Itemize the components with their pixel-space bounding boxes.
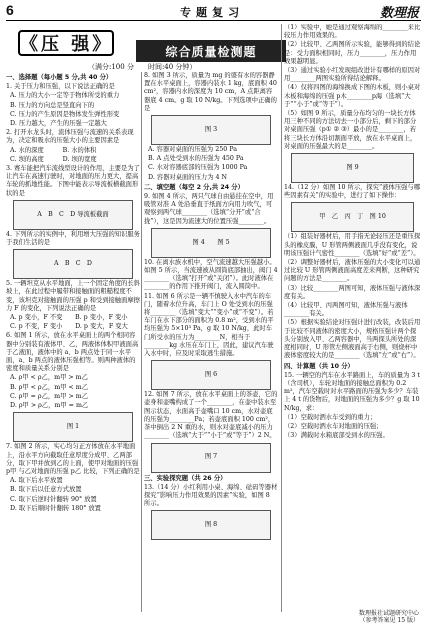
column-divider [141, 72, 142, 612]
footer-note [359, 610, 419, 624]
question-text: （5）根据实验结论对压强计进行改装，改装后用于比较不同液体的密度大小，规格压强计两个探头分别放入甲、乙两容器中，当两探头所处的深度相同时，U 形管左侧液面高于右侧，则烧杯中液体密度较大的是________（选填“左”或“右”）。 [284, 319, 421, 360]
question-text: 1. 关于压力和压强，以下说法正确的是 [6, 83, 115, 91]
section-label: 专 题 复 习 [180, 7, 241, 19]
figure: 图 9 [291, 153, 414, 183]
answer-option: C. 取下后逆时针翻转 90° 放置 [10, 495, 97, 503]
answer-option: A. 取下后水平放置 [10, 477, 63, 485]
question-text: （1）实验中，她是通过观察海绵的________来比较压力作用效果的。 [284, 24, 421, 40]
figure: 图 3 [151, 115, 272, 145]
question-text: 3. 赛车能把汽车流线型设计的作用，主要是为了让汽车在高速行驶时，对地面的压力更大，提高车轮的抓地性能。下图中能表示导流板横截面形状的是 [6, 165, 140, 197]
page-title: 《压 强》 [18, 30, 114, 56]
section-heading: 三、实验探究题（共 26 分） [144, 474, 227, 482]
question-text: （3）通过实验小红发现组改进计有哪样的原因对用________两图实验所得结论解释。 [284, 67, 421, 83]
question-text: （5）如图 9 所示，质量分布均匀的一块长方体用三种不同的方法切去一小部分后，剩下的部分对桌面压强（p① ② ③）最小的是________，若将三块长方体沿切割面平放，放在水平桌面上，对桌面的压强最大的是________。 [284, 110, 417, 150]
answer-option: B. ρ甲 < ρ乙，m甲 < m乙 [10, 383, 89, 391]
figure: 甲 乙 丙 丁 图 10 [291, 202, 414, 232]
section-heading: 一、选择题（每小题 5 分,共 40 分） [6, 74, 113, 81]
question-text: 15. 一辆空的汽车在水平路面上，车的质量为 3 t（含司机），车轮对地面的接触总面积为 0.2 m²，汽车空载时对水平路面的压强为多少？车装上 4 t 的货物后，对地面的压强为多少？g 取 10 N/kg，求： [284, 371, 420, 412]
column-right [284, 24, 421, 612]
answer-option: D. ρ甲 > ρ乙，m甲 = m乙 [10, 402, 89, 410]
answer-option: B. 压力的方向总是竖直向下的 [10, 101, 95, 109]
header-divider [6, 20, 421, 21]
answer-option: D. 压力越大，产生的压强一定越大 [10, 120, 107, 128]
answer-option: A. p 变小，F 不变 B. p 变小，F 变小 [10, 314, 128, 322]
footer-line: （参考答案见 15 版） [359, 617, 419, 624]
figure: A B C D 导流板截面 [13, 200, 134, 230]
question-text: （1）组装好器材后，用手指无论轻压还是重压探头的橡皮膜，U 形管两侧液面几乎没有变化，说明该压强计气密性________（选填“好”或“差”）。 [284, 233, 421, 257]
column-divider [281, 24, 282, 612]
question-text: 4. 下列所示的实例中，利用增大压强的知识服务于我们生活的是 [6, 230, 140, 247]
question-text: 14.（12 分）如图 10 所示，探究“液体压强与哪些因素有关”的实验中，进行了如下操作： [284, 184, 421, 200]
brand-logo: 数理报 [379, 6, 419, 21]
figure: 图 4 图 5 [151, 228, 272, 258]
answer-option: A. ρ甲 < ρ乙，m甲 > m乙 [10, 374, 88, 382]
answer-option: A. 压力的大小一定等于物体所受的重力 [10, 92, 120, 100]
page-header [0, 0, 427, 22]
question-text: （2）调整好器材后，液体压强的大小变化可以通过比较 U 形管两侧液面高度差来判断，这种研究问题的方法是________。 [284, 259, 421, 283]
figure: 图 1 [13, 412, 134, 442]
figure: 图 6 [151, 360, 272, 390]
page-number: 6 [6, 2, 14, 18]
answer-option: D. 取下后顺时针翻转 180° 放置 [10, 504, 101, 512]
question-text: 13.（14 分）小红利用小桌、海绵、砝码等器材探究“影响压力作用效果的因素”实验，如图 8 所示。 [144, 483, 278, 508]
question-text: 6. 如图 1 所示，放在水平桌面上的两个相同容器中分别装有液体甲、乙，两液体体积甲液面高于乙液面，液体中的 a、b 两点处于同一水平面，a、b 两点的液体压强相等。则两种液体的密度和质量关系分别是 [6, 332, 139, 373]
question-text: 2. 打开水龙头时，流体压强与流速的关系表现为，决定和吸水的压强大小的主要因素是 [6, 129, 134, 145]
answer-option: C. 压力的产生原因是物体发生弹性形变 [10, 110, 120, 118]
score-time-info: （满分:100 分 时间:40 分钟） [88, 63, 197, 71]
question-text: （4）比较甲、丙两图可知，液体压强与液体________有关。 [284, 302, 408, 318]
answer-option: B. 取下后以任意方式放置 [10, 486, 82, 494]
footer-line: 数理报社试题研究中心 [358, 610, 419, 617]
question-text: （2）比较甲、乙两图所示实验，能够得到的结论是：受力面积相同时，压力________，压力作用效果越明显。 [284, 41, 421, 65]
answer-option: C. p 不变，F 变小 D. p 变大，F 变大 [10, 323, 128, 331]
answer-option: B. A 点处受到水的压强为 450 Pa [148, 155, 244, 163]
figure: 图 7 [151, 443, 272, 473]
column-left [6, 72, 140, 612]
test-banner: 综合质量检测题 [136, 40, 286, 62]
question-text: 8. 如图 3 所示，质量为 mg 的盛有水的容器静置在水平桌面上，容器内装水 1 kg，底面积 40 cm²，容器内水的深度为 10 cm，A 点距离容器底 4 cm。g 取 10 N/kg。下列选项中正确的是 [144, 72, 277, 112]
answer-option: A. 容器对桌面的压强为 250 Pa [148, 146, 237, 154]
question-text: 7. 如图 2 所示，实心均匀正方体放在水平地面上，沿水平方向截取任意厚度分成甲、乙两部分，取下甲并放到乙的上面，使甲对地面的压强 p甲 与乙对地面的压强 p乙 比较，下列正确的是 [6, 443, 140, 475]
question-text: 12. 如图 7 所示，放在水平桌面上的茶壶，它的壶身和壶嘴构成了一个________，在壶中装水至图示状态，水面高于壶嘴口 10 cm，水对壶底的压强为________Pa；若壶底面积 100 cm²，茶中倒出 2 N 重的水，则水对壶底减小的压力________（选填“大于”“小于”或“等于”）2 N。 [144, 391, 278, 440]
section-heading: 四、计算题（共 10 分） [284, 362, 354, 370]
question-text: 11. 如图 6 所示是一辆不慎驶入水中汽车的车门，随着水位升高，车门上 O 处受到水的压强将________（选填“变大”“变小”或“不变”）。若车门在水下部分的面积为 0.8 m²，受到水的平均压强为 5×10³ Pa，g 取 10 N/kg，此时车门所受水的压力为________N，相当于________kg 水压在车门上，因此，建议汽车驶入水中时，应及时采取逃生措施。 [144, 292, 274, 358]
question-text: （4）仅将四图的海绵换成下图的木板，则小桌对木板和海绵的压强 p木________p海（选填“大于”“小于”或“等于”）。 [284, 84, 421, 108]
question-text: （3）比较________两图可知，液体压强与液体深度有关。 [284, 284, 421, 300]
question-text: 9. 如图 4 所示，两只气球自由悬挂在空中，用吸管对准 A 处沿垂直于纸面方向用力吹气，可观察到两气球________（选填“分开”或“合拢”），这是因为流速大的位置压强________。 [144, 193, 274, 225]
answer-option: A. 水的深度 B. 水的体积 [10, 146, 97, 154]
question-text: 10. 在离水族水机中，空气流速越大压强越小。如图 5 所示，当流速被从圆筒底部抽出，阀门 4 ________（选填“打开”或“关闭”）。此时液体在________的作用下推开阀门，流入圆筒中。 [144, 258, 278, 291]
section-heading: 二、填空题（每空 2 分,共 24 分） [144, 183, 244, 191]
question-text: （2）空载时洒水车对地面的压强； [284, 422, 383, 430]
figure: A B C D [13, 249, 134, 279]
question-text: 5. 一辆坦克从水平地面，上一个固定角度的长斜坡上，在此过程中履带和接触面的粗糙程度不变，该坦克对接触面的压强 p 和受到接触面摩擦力 F 的变化，下列说法正确的是 [6, 280, 140, 312]
question-text: （1）空载时洒水车受到的重力； [284, 413, 377, 421]
answer-option: C. 水对容器底部的压强为 1000 Pa [148, 164, 248, 172]
answer-option: D. 容器对桌面的压力为 4 N [148, 173, 228, 181]
answer-option: C. ρ甲 = ρ乙，m甲 > m乙 [10, 392, 88, 400]
figure: 图 8 [151, 510, 272, 540]
question-text: （3）满载时水箱底部受到水的压强。 [284, 432, 389, 440]
answer-option: C. 坝的高度 D. 坝的宽度 [10, 155, 97, 163]
column-middle [144, 72, 278, 612]
